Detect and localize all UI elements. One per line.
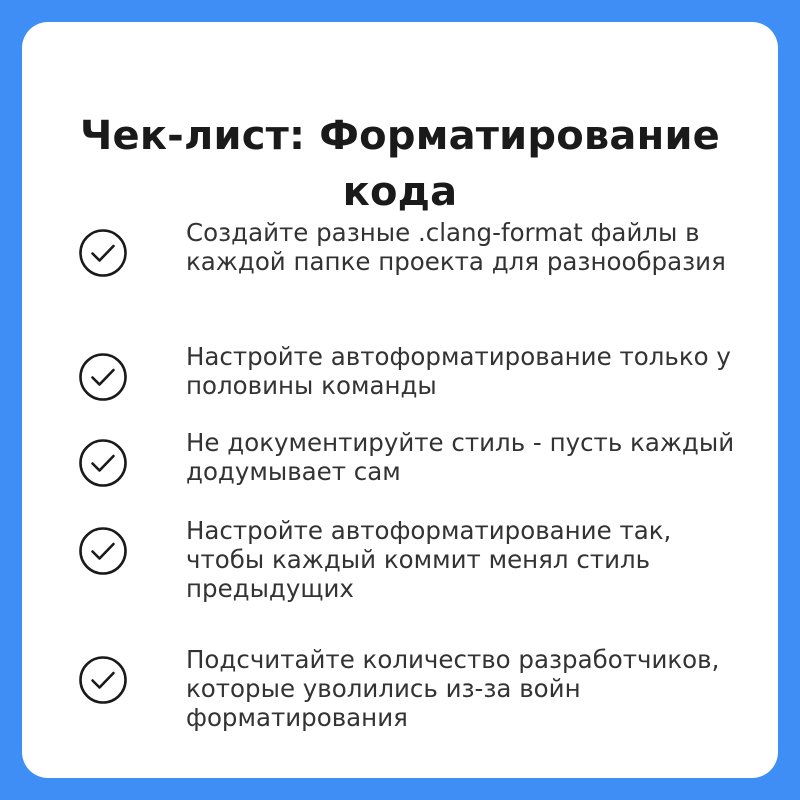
- list-item-text: Создайте разные .clang-format файлы в каждой папке проекта для разнообразия: [186, 218, 726, 276]
- list-item: [78, 516, 758, 636]
- list-item: [78, 218, 758, 338]
- check-circle-icon: [78, 438, 128, 488]
- list-item: [78, 645, 758, 765]
- list-item-text: Подсчитайте количество разработчиков, которые уволились из-за войн форматирования: [186, 645, 720, 732]
- list-item-text: Не документируйте стиль - пусть каждый додумывает сам: [186, 428, 735, 486]
- check-circle-icon: [78, 655, 128, 705]
- checklist-card: [22, 22, 778, 778]
- check-circle-icon: [78, 352, 128, 402]
- check-circle-icon: [78, 526, 128, 576]
- check-circle-icon: [78, 228, 128, 278]
- list-item-text: Настройте автоформатирование так, чтобы каждый коммит менял стиль предыдущих: [186, 516, 672, 603]
- list-item-text: Настройте автоформатирование только у половины команды: [186, 342, 731, 400]
- page-title: Чек-лист: Форматирование кода: [79, 113, 721, 215]
